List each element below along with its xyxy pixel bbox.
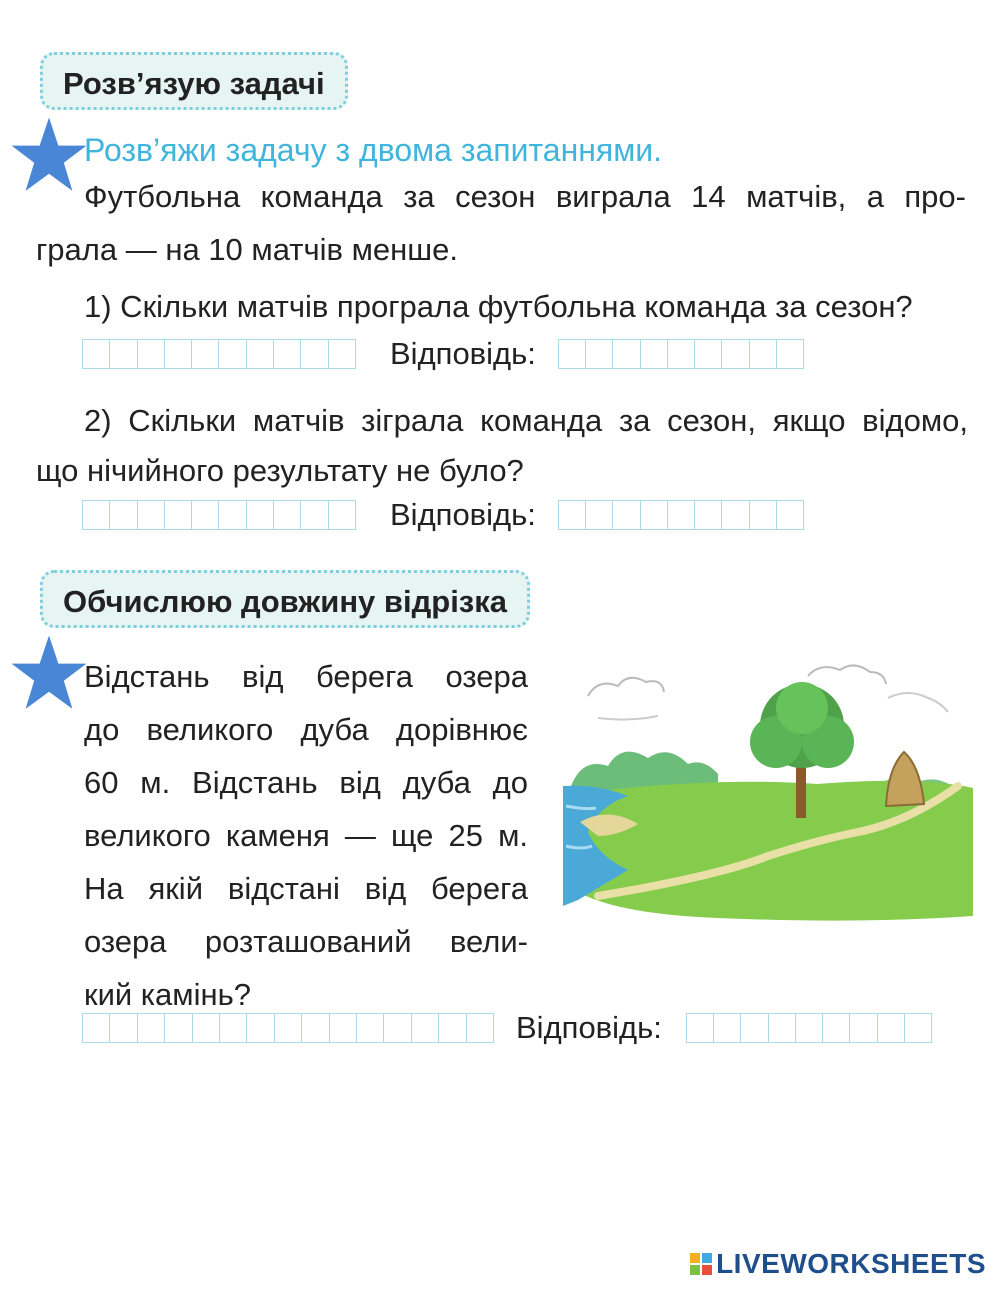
- distance-problem: [84, 650, 528, 1021]
- problem-text-line: озера розташований вели-: [84, 924, 528, 959]
- star-icon: [10, 112, 88, 198]
- question-2-line-1: [84, 394, 968, 447]
- problem-line-1: [84, 170, 966, 223]
- logo-text: LIVEWORKSHEETS: [716, 1248, 986, 1279]
- problem-text-line: великого каменя — ще 25 м.: [84, 818, 528, 853]
- section-header-label: Розв’язую задачі: [63, 66, 325, 101]
- answer-cells-2[interactable]: [558, 500, 804, 530]
- solution-cells-3[interactable]: [82, 1013, 494, 1043]
- solution-cells-1[interactable]: [82, 339, 356, 369]
- answer-label-2: Відповідь:: [390, 497, 536, 532]
- logo-mark-icon: [690, 1253, 712, 1275]
- task-instruction: Розв’яжи задачу з двома запитаннями.: [84, 132, 663, 168]
- problem-text-line: На якій відстані від берега: [84, 871, 528, 906]
- answer-label-1: Відповідь:: [390, 336, 536, 371]
- star-icon: [10, 630, 88, 716]
- section-header-label: Обчислюю довжину відрізка: [63, 584, 507, 619]
- problem-text-line: до великого дуба дорівнює: [84, 712, 528, 747]
- liveworksheets-logo: [690, 1248, 986, 1280]
- problem-text-line: Футбольна команда за сезон виграла 14 матчів, а про-: [84, 179, 966, 214]
- solution-cells-2[interactable]: [82, 500, 356, 530]
- answer-cells-3[interactable]: [686, 1013, 932, 1043]
- problem-text-line: 60 м. Відстань від дуба до: [84, 765, 528, 800]
- problem-text-line: кий камінь?: [84, 977, 252, 1012]
- section-header-segment-length: [40, 570, 530, 628]
- question-1: 1) Скільки матчів програла футбольна команда за сезон?: [84, 289, 913, 324]
- question-text-line: 2) Скільки матчів зіграла команда за сезон, якщо відомо,: [84, 403, 968, 438]
- answer-cells-1[interactable]: [558, 339, 804, 369]
- section-header-solve-problems: [40, 52, 348, 110]
- problem-text-line: Відстань від берега озера: [84, 659, 528, 694]
- question-2-line-2: що нічийного результату не було?: [36, 453, 524, 488]
- problem-line-2: грала — на 10 матчів менше.: [36, 232, 458, 267]
- lake-oak-stone-illustration: [558, 656, 978, 926]
- answer-label-3: Відповідь:: [516, 1010, 662, 1045]
